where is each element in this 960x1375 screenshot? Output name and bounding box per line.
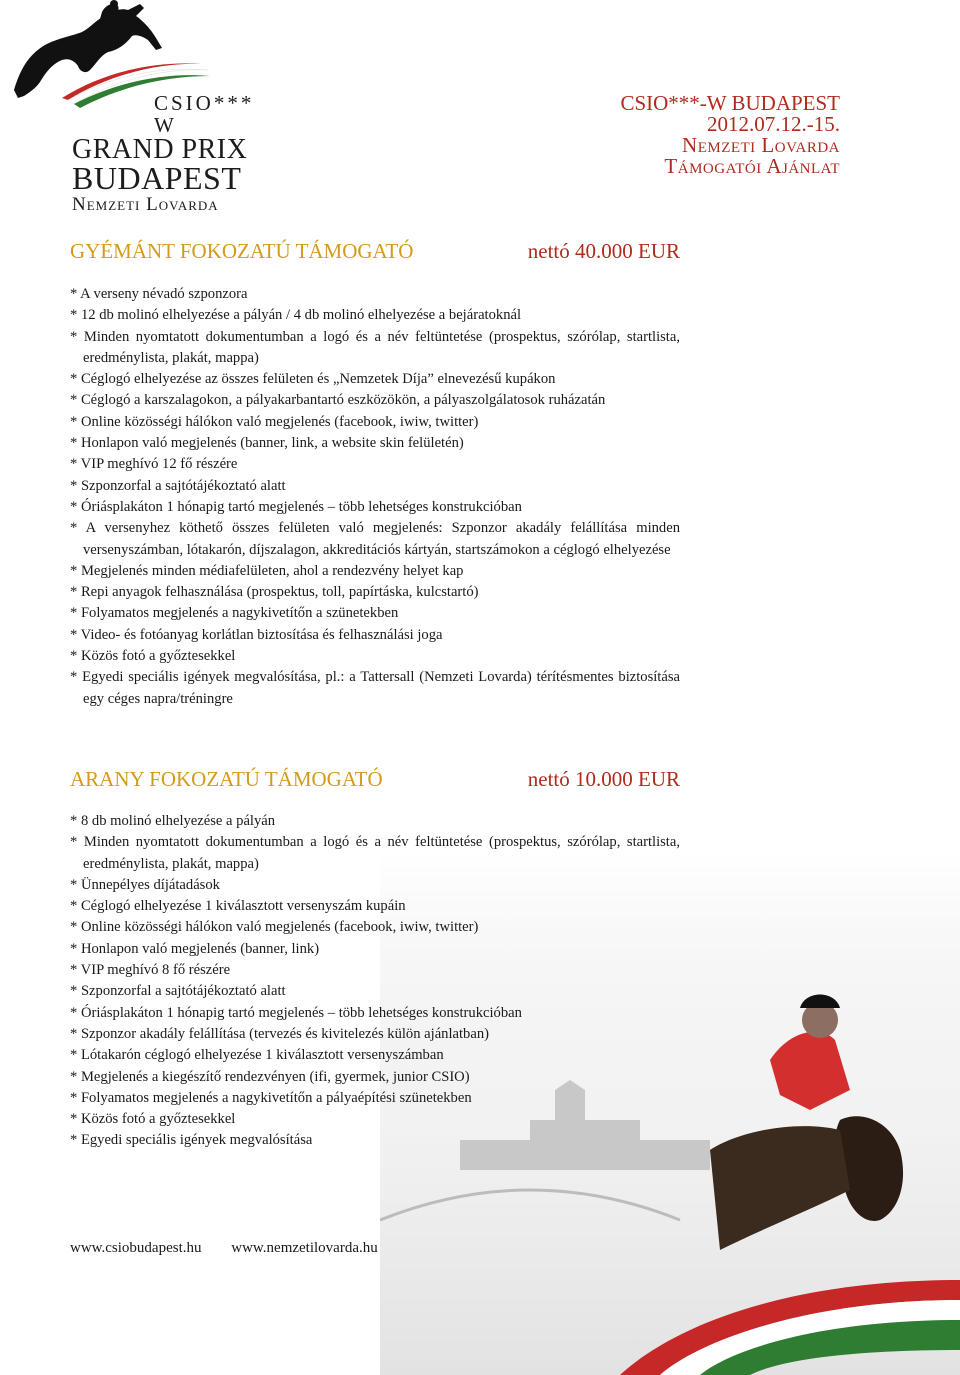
list-item: * Egyedi speciális igények megvalósítása, pl.: a Tattersall (Nemzeti Lovarda) térítésmentes biztosítása egy céges napra/tréningre (70, 669, 680, 707)
event-doc-title: Támogatói Ajánlat (664, 154, 840, 178)
list-item: * Online közösségi hálókon való megjelenés (facebook, iwiw, twitter) (70, 413, 479, 430)
list-item: * Közös fotó a győztesekkel (70, 1111, 236, 1128)
list-item: * Minden nyomtatott dokumentumban a logó és a név feltüntetése (prospektus, szórólap, startlista, eredménylista, plakát, mappa) (70, 834, 680, 872)
list-item: * Repi anyagok felhasználása (prospektus, toll, papírtáska, kulcstartó) (70, 584, 479, 601)
event-logo (10, 0, 255, 215)
list-item: * Megjelenés minden médiafelületen, ahol a rendezvény helyet kap (70, 562, 464, 579)
list-item: * 12 db molinó elhelyezése a pályán / 4 db molinó elhelyezése a bejáratoknál (70, 307, 522, 324)
list-item: * Céglogó a karszalagokon, a pályakarbantartó eszközökön, a pályaszolgálatosok ruházatán (70, 392, 606, 409)
logo-budapest: BUDAPEST (72, 160, 242, 196)
event-header (620, 93, 840, 177)
list-item: * VIP meghívó 12 fő részére (70, 456, 238, 473)
list-item: * A verseny névadó szponzora (70, 286, 248, 302)
list-item: * Video- és fotóanyag korlátlan biztosítása és felhasználási joga (70, 626, 443, 643)
tier-price: nettó 40.000 EUR (527, 239, 680, 263)
list-item: * Szponzor akadály felállítása (tervezés és kivitelezés külön ajánlatban) (70, 1025, 489, 1042)
list-item: * Egyedi speciális igények megvalósítása (70, 1132, 313, 1149)
list-item: * VIP meghívó 8 fő részére (70, 962, 231, 979)
list-item: * Szponzorfal a sajtótájékoztató alatt (70, 477, 286, 494)
event-title: CSIO***-W BUDAPEST (620, 91, 840, 115)
list-item: * Folyamatos megjelenés a nagykivetítőn a szünetekben (70, 605, 399, 622)
list-item: * 8 db molinó elhelyezése a pályán (70, 813, 276, 829)
link-nemzetilovarda[interactable]: www.nemzetilovarda.hu (231, 1240, 378, 1256)
footer-links (70, 1240, 404, 1257)
tier-diamond (70, 239, 680, 710)
list-item: * Céglogó elhelyezése 1 kiválasztott versenyszám kupáin (70, 898, 406, 915)
list-item: * Minden nyomtatott dokumentumban a logó és a név feltüntetése (prospektus, szórólap, startlista, eredménylista, plakát, mappa) (70, 328, 680, 366)
tier-gold (70, 767, 680, 1152)
list-item: * Folyamatos megjelenés a nagykivetítőn a pályaépítési szünetekben (70, 1089, 472, 1106)
logo-wordmark (72, 92, 254, 216)
list-item: * Szponzorfal a sajtótájékoztató alatt (70, 983, 286, 1000)
logo-csio: CSIO*** W (154, 91, 255, 137)
list-item: * Közös fotó a győztesekkel (70, 648, 236, 665)
list-item: * Céglogó elhelyezése az összes felületen és „Nemzetek Díja” elnevezésű kupákon (70, 371, 556, 388)
list-item: * A versenyhez köthető összes felületen való megjelenés: Szponzor akadály felállítása minden versenyszámban, lótakarón, díjszalagon, akkreditációs kártyán, startszámokon a céglogó elhelyezése (70, 520, 680, 558)
tier-title: GYÉMÁNT FOKOZATÚ TÁMOGATÓ (70, 239, 414, 263)
list-item: * Honlapon való megjelenés (banner, link, a website skin felületén) (70, 435, 464, 452)
event-dates: 2012.07.12.-15. (707, 112, 840, 136)
logo-grand-prix: GRAND PRIX (72, 134, 248, 165)
benefit-list (70, 811, 680, 1152)
tier-title: ARANY FOKOZATÚ TÁMOGATÓ (70, 767, 383, 791)
list-item: * Óriásplakáton 1 hónapig tartó megjelenés – több lehetséges konstrukcióban (70, 1004, 522, 1021)
benefit-list (70, 284, 680, 710)
logo-nemzeti-lovarda: Nemzeti Lovarda (72, 194, 219, 215)
tier-header (70, 767, 680, 797)
event-venue: Nemzeti Lovarda (682, 133, 840, 157)
list-item: * Honlapon való megjelenés (banner, link) (70, 940, 320, 957)
tier-header (70, 239, 680, 269)
list-item: * Óriásplakáton 1 hónapig tartó megjelenés – több lehetséges konstrukcióban (70, 498, 522, 515)
list-item: * Lótakarón céglogó elhelyezése 1 kiválasztott versenyszámban (70, 1047, 444, 1064)
list-item: * Ünnepélyes díjátadások (70, 876, 220, 893)
tier-price: nettó 10.000 EUR (527, 767, 680, 791)
list-item: * Megjelenés a kiegészítő rendezvényen (ifi, gyermek, junior CSIO) (70, 1068, 470, 1085)
link-csiobudapest[interactable]: www.csiobudapest.hu (70, 1240, 202, 1256)
list-item: * Online közösségi hálókon való megjelenés (facebook, iwiw, twitter) (70, 919, 479, 936)
